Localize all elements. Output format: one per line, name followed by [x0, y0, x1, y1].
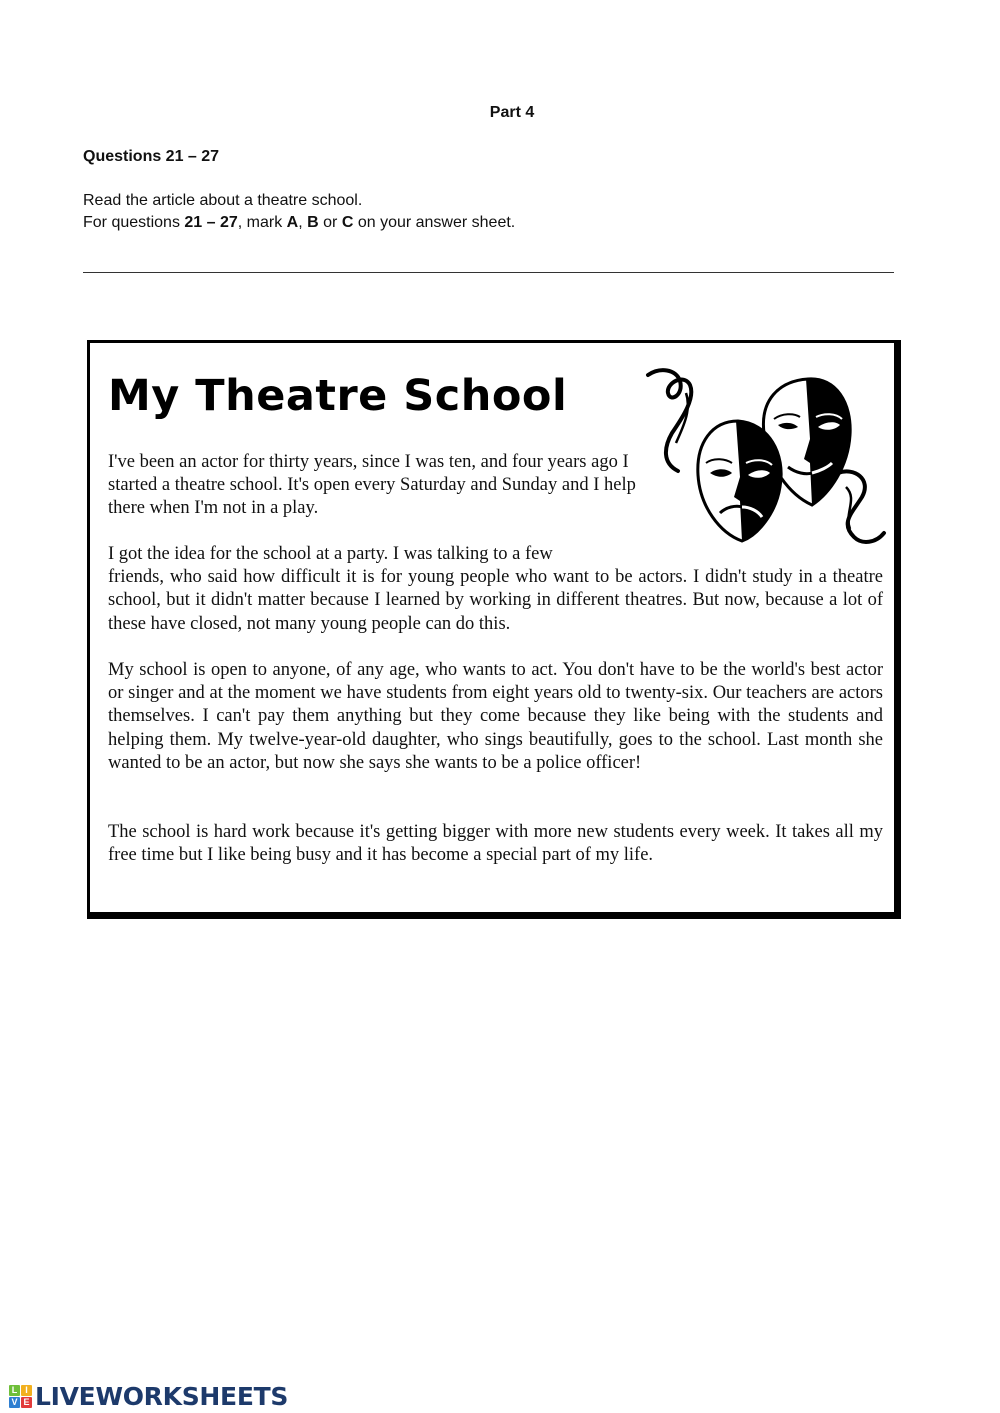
part-title: Part 4 [489, 104, 535, 121]
liveworksheets-logo[interactable] [9, 1382, 288, 1411]
article-paragraph-2 [108, 543, 883, 636]
logo-letter-v: V [9, 1397, 20, 1408]
instruction-line-2 [83, 212, 515, 234]
paragraph-first-line: I got the idea for the school at a party. I was talking to a few [108, 544, 553, 564]
logo-letter-e: E [21, 1397, 32, 1408]
article-paragraph-1: I've been an actor for thirty years, since I was ten, and four years ago I started a theatre school. It's open every Saturday and Sunday and I help there when I'm not in a play. [108, 452, 636, 519]
divider [83, 272, 894, 273]
instructions [83, 190, 515, 234]
instruction-text: For questions [83, 214, 185, 231]
instruction-text: , mark [237, 214, 287, 231]
theatre-masks-icon [640, 363, 890, 548]
instruction-text: , [298, 214, 308, 231]
option-a: A [286, 214, 299, 231]
logo-text: LIVEWORKSHEETS [35, 1382, 289, 1411]
logo-grid-icon [9, 1385, 32, 1408]
paragraph-rest: friends, who said how difficult it is for young people who want to be actors. I didn't study in a theatre school, but it didn't matter because I learned by working in different theatres. But now, because a lot of these have closed, not many young people can do this. [108, 567, 883, 634]
instruction-text: on your answer sheet. [353, 214, 516, 231]
questions-title: Questions 21 – 27 [83, 148, 220, 165]
logo-letter-l: L [9, 1385, 20, 1396]
instruction-line-1: Read the article about a theatre school. [83, 192, 363, 209]
question-range: 21 – 27 [184, 214, 238, 231]
article-box [87, 340, 901, 919]
article-title: My Theatre School [108, 371, 568, 421]
option-c: C [341, 214, 354, 231]
article-paragraph-4: The school is hard work because it's getting bigger with more new students every week. It takes all my free time but I like being busy and it has become a special part of my life. [108, 822, 883, 866]
option-b: B [307, 214, 319, 231]
instruction-text: or [318, 214, 342, 231]
article-paragraph-3: My school is open to anyone, of any age, who wants to act. You don't have to be the world's best actor or singer and at the moment we have students from eight years old to twenty-six. Our teachers are actors themselves. I can't pay them anything but they come because they like being with the students and helping them. My twelve-year-old daughter, who sings beautifully, goes to the school. Last month she wanted to be an actor, but now she says she wants to be a police officer! [108, 660, 883, 773]
logo-letter-i: I [21, 1385, 32, 1396]
